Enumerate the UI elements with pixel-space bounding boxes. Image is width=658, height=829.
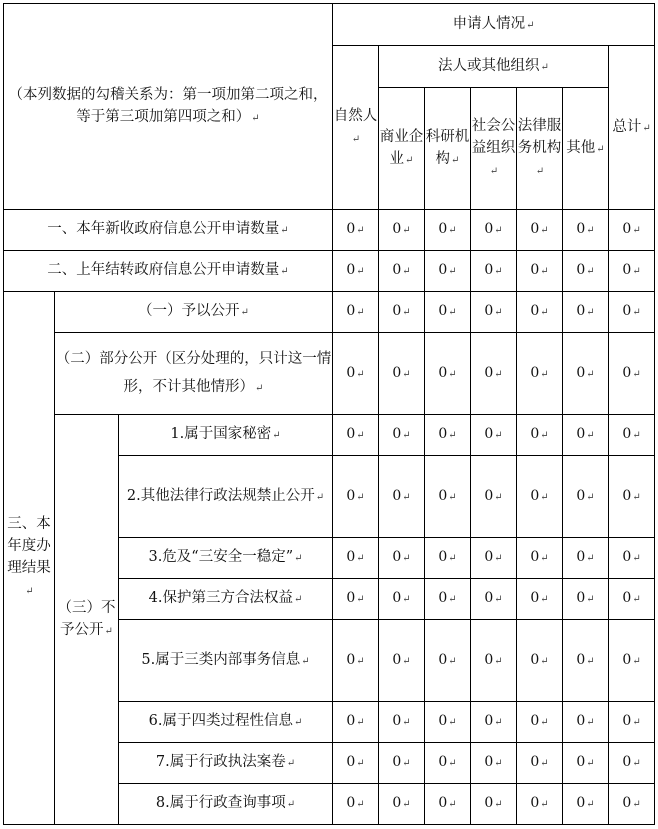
value-cell: 0↵ xyxy=(379,538,425,579)
row-label: 5.属于三类内部事务信息↵ xyxy=(119,620,333,702)
header-legal-or-other: 法人或其他组织↵ xyxy=(379,46,609,88)
natural-person-label: 自然人 xyxy=(333,107,378,124)
value-cell: 0↵ xyxy=(333,579,379,620)
value-cell: 0↵ xyxy=(609,333,655,415)
value-cell: 0↵ xyxy=(333,333,379,415)
value-cell: 0↵ xyxy=(609,415,655,456)
value-cell: 0↵ xyxy=(379,743,425,784)
table-row xyxy=(4,292,655,333)
value-cell: 0↵ xyxy=(425,743,471,784)
value-cell: 0↵ xyxy=(609,292,655,333)
value-cell: 0↵ xyxy=(425,333,471,415)
value-cell: 0↵ xyxy=(517,538,563,579)
value-cell: 0↵ xyxy=(563,415,609,456)
value-cell: 0↵ xyxy=(425,292,471,333)
value-cell: 0↵ xyxy=(379,292,425,333)
value-cell: 0↵ xyxy=(333,784,379,825)
value-cell: 0↵ xyxy=(609,456,655,538)
value-cell: 0↵ xyxy=(517,579,563,620)
value-cell: 0↵ xyxy=(609,538,655,579)
legal-service-label: 法律服务机构 xyxy=(517,117,562,156)
table-row xyxy=(4,333,655,415)
value-cell: 0↵ xyxy=(517,210,563,251)
row-label: 7.属于行政执法案卷↵ xyxy=(119,743,333,784)
header-note-cell: （本列数据的勾稽关系为：第一项加第二项之和，等于第三项加第四项之和）↵ xyxy=(4,4,333,210)
social-welfare-label: 社会公益组织 xyxy=(471,117,516,156)
header-research: 科研机构↵ xyxy=(425,88,471,210)
value-cell: 0↵ xyxy=(425,210,471,251)
value-cell: 0↵ xyxy=(563,743,609,784)
header-legal-service: 法律服务机构↵ xyxy=(517,88,563,210)
value-cell: 0↵ xyxy=(425,620,471,702)
value-cell: 0↵ xyxy=(379,333,425,415)
value-cell: 0↵ xyxy=(333,456,379,538)
value-cell: 0↵ xyxy=(379,620,425,702)
value-cell: 0↵ xyxy=(333,702,379,743)
row-label: 4.保护第三方合法权益↵ xyxy=(119,579,333,620)
value-cell: 0↵ xyxy=(609,702,655,743)
value-cell: 0↵ xyxy=(471,210,517,251)
value-cell: 0↵ xyxy=(609,210,655,251)
value-cell: 0↵ xyxy=(471,702,517,743)
other-label: 其他 xyxy=(566,139,596,156)
value-cell: 0↵ xyxy=(563,292,609,333)
value-cell: 0↵ xyxy=(563,333,609,415)
value-cell: 0↵ xyxy=(517,702,563,743)
value-cell: 0↵ xyxy=(563,702,609,743)
value-cell: 0↵ xyxy=(563,456,609,538)
header-note: （本列数据的勾稽关系为：第一项加第二项之和，等于第三项加第四项之和） xyxy=(8,86,328,125)
value-cell: 0↵ xyxy=(563,210,609,251)
value-cell: 0↵ xyxy=(471,333,517,415)
value-cell: 0↵ xyxy=(425,784,471,825)
total-label: 总计 xyxy=(612,118,642,135)
value-cell: 0↵ xyxy=(379,415,425,456)
header-other: 其他↵ xyxy=(563,88,609,210)
value-cell: 0↵ xyxy=(471,251,517,292)
value-cell: 0↵ xyxy=(425,579,471,620)
value-cell: 0↵ xyxy=(425,415,471,456)
value-cell: 0↵ xyxy=(563,620,609,702)
value-cell: 0↵ xyxy=(517,743,563,784)
table-row xyxy=(4,415,655,456)
value-cell: 0↵ xyxy=(333,251,379,292)
research-label: 科研机构 xyxy=(425,128,470,167)
not-disclose-label: （三）不予公开↵ xyxy=(55,415,119,825)
value-cell: 0↵ xyxy=(563,579,609,620)
value-cell: 0↵ xyxy=(609,743,655,784)
value-cell: 0↵ xyxy=(517,456,563,538)
value-cell: 0↵ xyxy=(471,456,517,538)
disclosure-statistics-table xyxy=(3,3,655,825)
value-cell: 0↵ xyxy=(609,251,655,292)
value-cell: 0↵ xyxy=(379,784,425,825)
value-cell: 0↵ xyxy=(333,743,379,784)
value-cell: 0↵ xyxy=(517,292,563,333)
table-row xyxy=(4,210,655,251)
header-social-welfare: 社会公益组织↵ xyxy=(471,88,517,210)
value-cell: 0↵ xyxy=(517,784,563,825)
row-label: 3.危及“三安全一稳定”↵ xyxy=(119,538,333,579)
value-cell: 0↵ xyxy=(379,210,425,251)
value-cell: 0↵ xyxy=(379,579,425,620)
legal-or-other-label: 法人或其他组织 xyxy=(438,57,540,74)
value-cell: 0↵ xyxy=(563,784,609,825)
row-label: 2.其他法律行政法规禁止公开↵ xyxy=(119,456,333,538)
value-cell: 0↵ xyxy=(425,456,471,538)
value-cell: 0↵ xyxy=(609,620,655,702)
table-row xyxy=(4,251,655,292)
value-cell: 0↵ xyxy=(333,620,379,702)
row-label: 一、本年新收政府信息公开申请数量↵ xyxy=(4,210,333,251)
row-label: 8.属于行政查询事项↵ xyxy=(119,784,333,825)
value-cell: 0↵ xyxy=(471,415,517,456)
value-cell: 0↵ xyxy=(425,702,471,743)
row-label: 1.属于国家秘密↵ xyxy=(119,415,333,456)
value-cell: 0↵ xyxy=(425,538,471,579)
value-cell: 0↵ xyxy=(425,251,471,292)
header-natural-person: 自然人↵ xyxy=(333,46,379,210)
value-cell: 0↵ xyxy=(517,251,563,292)
value-cell: 0↵ xyxy=(471,620,517,702)
value-cell: 0↵ xyxy=(517,620,563,702)
value-cell: 0↵ xyxy=(471,579,517,620)
value-cell: 0↵ xyxy=(563,251,609,292)
value-cell: 0↵ xyxy=(333,415,379,456)
value-cell: 0↵ xyxy=(379,456,425,538)
row-label: （一）予以公开↵ xyxy=(55,292,333,333)
value-cell: 0↵ xyxy=(471,784,517,825)
header-applicant-situation: 申请人情况↵ xyxy=(333,4,655,46)
value-cell: 0↵ xyxy=(379,251,425,292)
value-cell: 0↵ xyxy=(471,292,517,333)
value-cell: 0↵ xyxy=(517,415,563,456)
value-cell: 0↵ xyxy=(471,743,517,784)
section-3-label: 三、本年度办理结果↵ xyxy=(4,292,55,825)
row-label: 6.属于四类过程性信息↵ xyxy=(119,702,333,743)
value-cell: 0↵ xyxy=(379,702,425,743)
value-cell: 0↵ xyxy=(333,210,379,251)
value-cell: 0↵ xyxy=(333,538,379,579)
value-cell: 0↵ xyxy=(609,784,655,825)
applicant-situation-label: 申请人情况 xyxy=(452,15,526,32)
row-label: （二）部分公开（区分处理的，只计这一情形，不计其他情形）↵ xyxy=(55,333,333,415)
value-cell: 0↵ xyxy=(333,292,379,333)
header-total: 总计↵ xyxy=(609,46,655,210)
value-cell: 0↵ xyxy=(609,579,655,620)
row-label: 二、上年结转政府信息公开申请数量↵ xyxy=(4,251,333,292)
value-cell: 0↵ xyxy=(563,538,609,579)
value-cell: 0↵ xyxy=(471,538,517,579)
commercial-label: 商业企业 xyxy=(379,128,424,167)
header-commercial: 商业企业↵ xyxy=(379,88,425,210)
value-cell: 0↵ xyxy=(517,333,563,415)
